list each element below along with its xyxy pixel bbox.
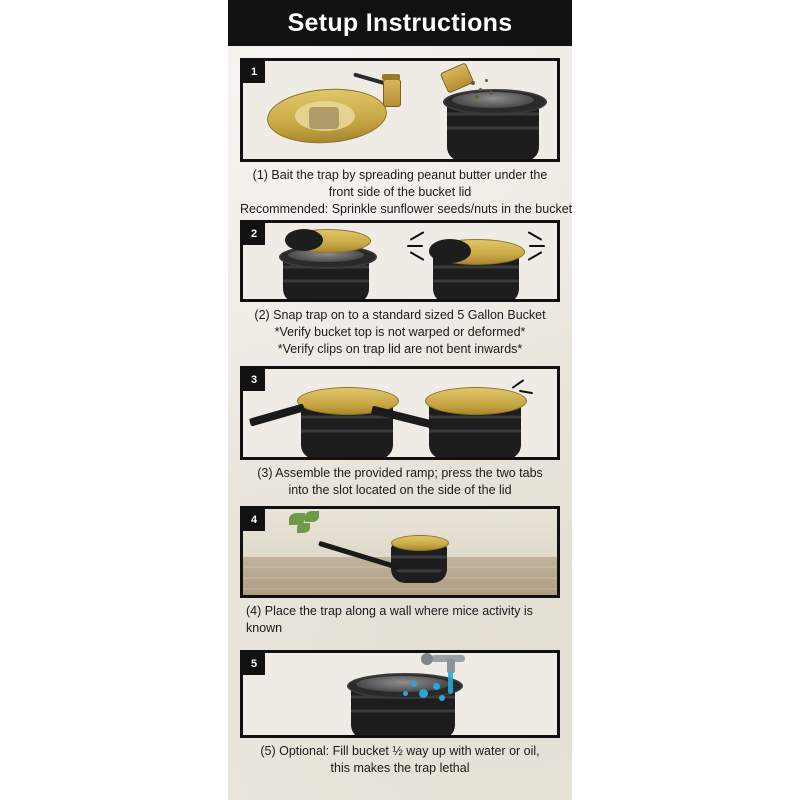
step-1-badge: 1 <box>243 61 265 83</box>
seed-bag <box>440 62 475 93</box>
water-splash <box>411 681 417 687</box>
step-3-caption-line-2: into the slot located on the side of the lid <box>288 483 512 497</box>
peanut-butter-jar-lid <box>382 74 400 80</box>
step-2-caption <box>240 307 560 358</box>
step-5-caption-line-1: (5) Optional: Fill bucket ½ way up with water or oil, <box>260 744 540 758</box>
step-3-badge: 3 <box>243 369 265 391</box>
step-4-caption <box>240 603 560 637</box>
step-3-caption-line-1: (3) Assemble the provided ramp; press the two tabs <box>257 466 543 480</box>
water-stream <box>448 672 453 694</box>
snap-line <box>529 245 545 247</box>
step-4-caption-line-1: (4) Place the trap along a wall where mice activity is <box>246 604 533 618</box>
step-3-caption <box>240 465 560 499</box>
step-1-caption-line-1: (1) Bait the trap by spreading peanut butter under the <box>252 168 548 182</box>
step-2-caption-line-3: *Verify clips on trap lid are not bent inwards* <box>277 342 523 356</box>
step-3-figure <box>240 366 560 460</box>
faucet-neck <box>447 659 455 673</box>
step-1-caption-line-3: Recommended: Sprinkle sunflower seeds/nuts in the bucket <box>240 202 572 216</box>
header-bar <box>228 0 572 46</box>
step-5 <box>240 650 560 777</box>
seed <box>471 81 475 85</box>
step-5-caption <box>240 743 560 777</box>
step-3 <box>240 366 560 499</box>
snap-line <box>528 231 543 241</box>
step-2-figure <box>240 220 560 302</box>
seed <box>485 79 488 82</box>
peanut-butter-jar <box>383 79 401 107</box>
snap-line <box>410 251 425 261</box>
seed <box>479 88 482 91</box>
step-1-caption-line-2: front side of the bucket lid <box>328 185 472 199</box>
step-4 <box>240 506 560 637</box>
water-splash <box>439 695 445 701</box>
step-2-caption-line-2: *Verify bucket top is not warped or deformed* <box>274 325 526 339</box>
instruction-sheet <box>228 0 572 800</box>
bucket-interior <box>452 92 534 108</box>
leaf <box>297 523 310 533</box>
faucet-handle <box>421 653 433 665</box>
water-splash <box>403 691 408 696</box>
step-1 <box>240 58 572 218</box>
snap-line <box>528 251 543 261</box>
lid-flap <box>309 107 339 129</box>
snap-line <box>407 245 423 247</box>
step-5-badge: 5 <box>243 653 265 675</box>
trap-lid-dark-half <box>285 229 323 251</box>
tab-click-line <box>512 379 525 389</box>
seed <box>475 95 479 99</box>
step-4-badge: 4 <box>243 509 265 531</box>
step-5-figure <box>240 650 560 738</box>
trap-lid <box>391 535 449 551</box>
water-splash <box>433 683 440 690</box>
step-1-caption <box>240 167 572 218</box>
step-5-caption-line-2: this makes the trap lethal <box>330 761 470 775</box>
snap-line <box>410 231 425 241</box>
page-title: Setup Instructions <box>287 8 513 37</box>
step-2-badge: 2 <box>243 223 265 245</box>
step-2-caption-line-1: (2) Snap trap on to a standard sized 5 Gallon Bucket <box>254 308 546 322</box>
water-splash <box>419 689 428 698</box>
leaf <box>305 511 319 522</box>
step-4-caption-line-2: known <box>246 621 283 635</box>
step-1-figure <box>240 58 560 162</box>
seed <box>489 91 493 95</box>
step-2 <box>240 220 560 358</box>
trap-lid-dark-half <box>429 239 471 263</box>
ramp <box>249 403 305 426</box>
step-4-figure <box>240 506 560 598</box>
trap-lid <box>425 387 527 415</box>
